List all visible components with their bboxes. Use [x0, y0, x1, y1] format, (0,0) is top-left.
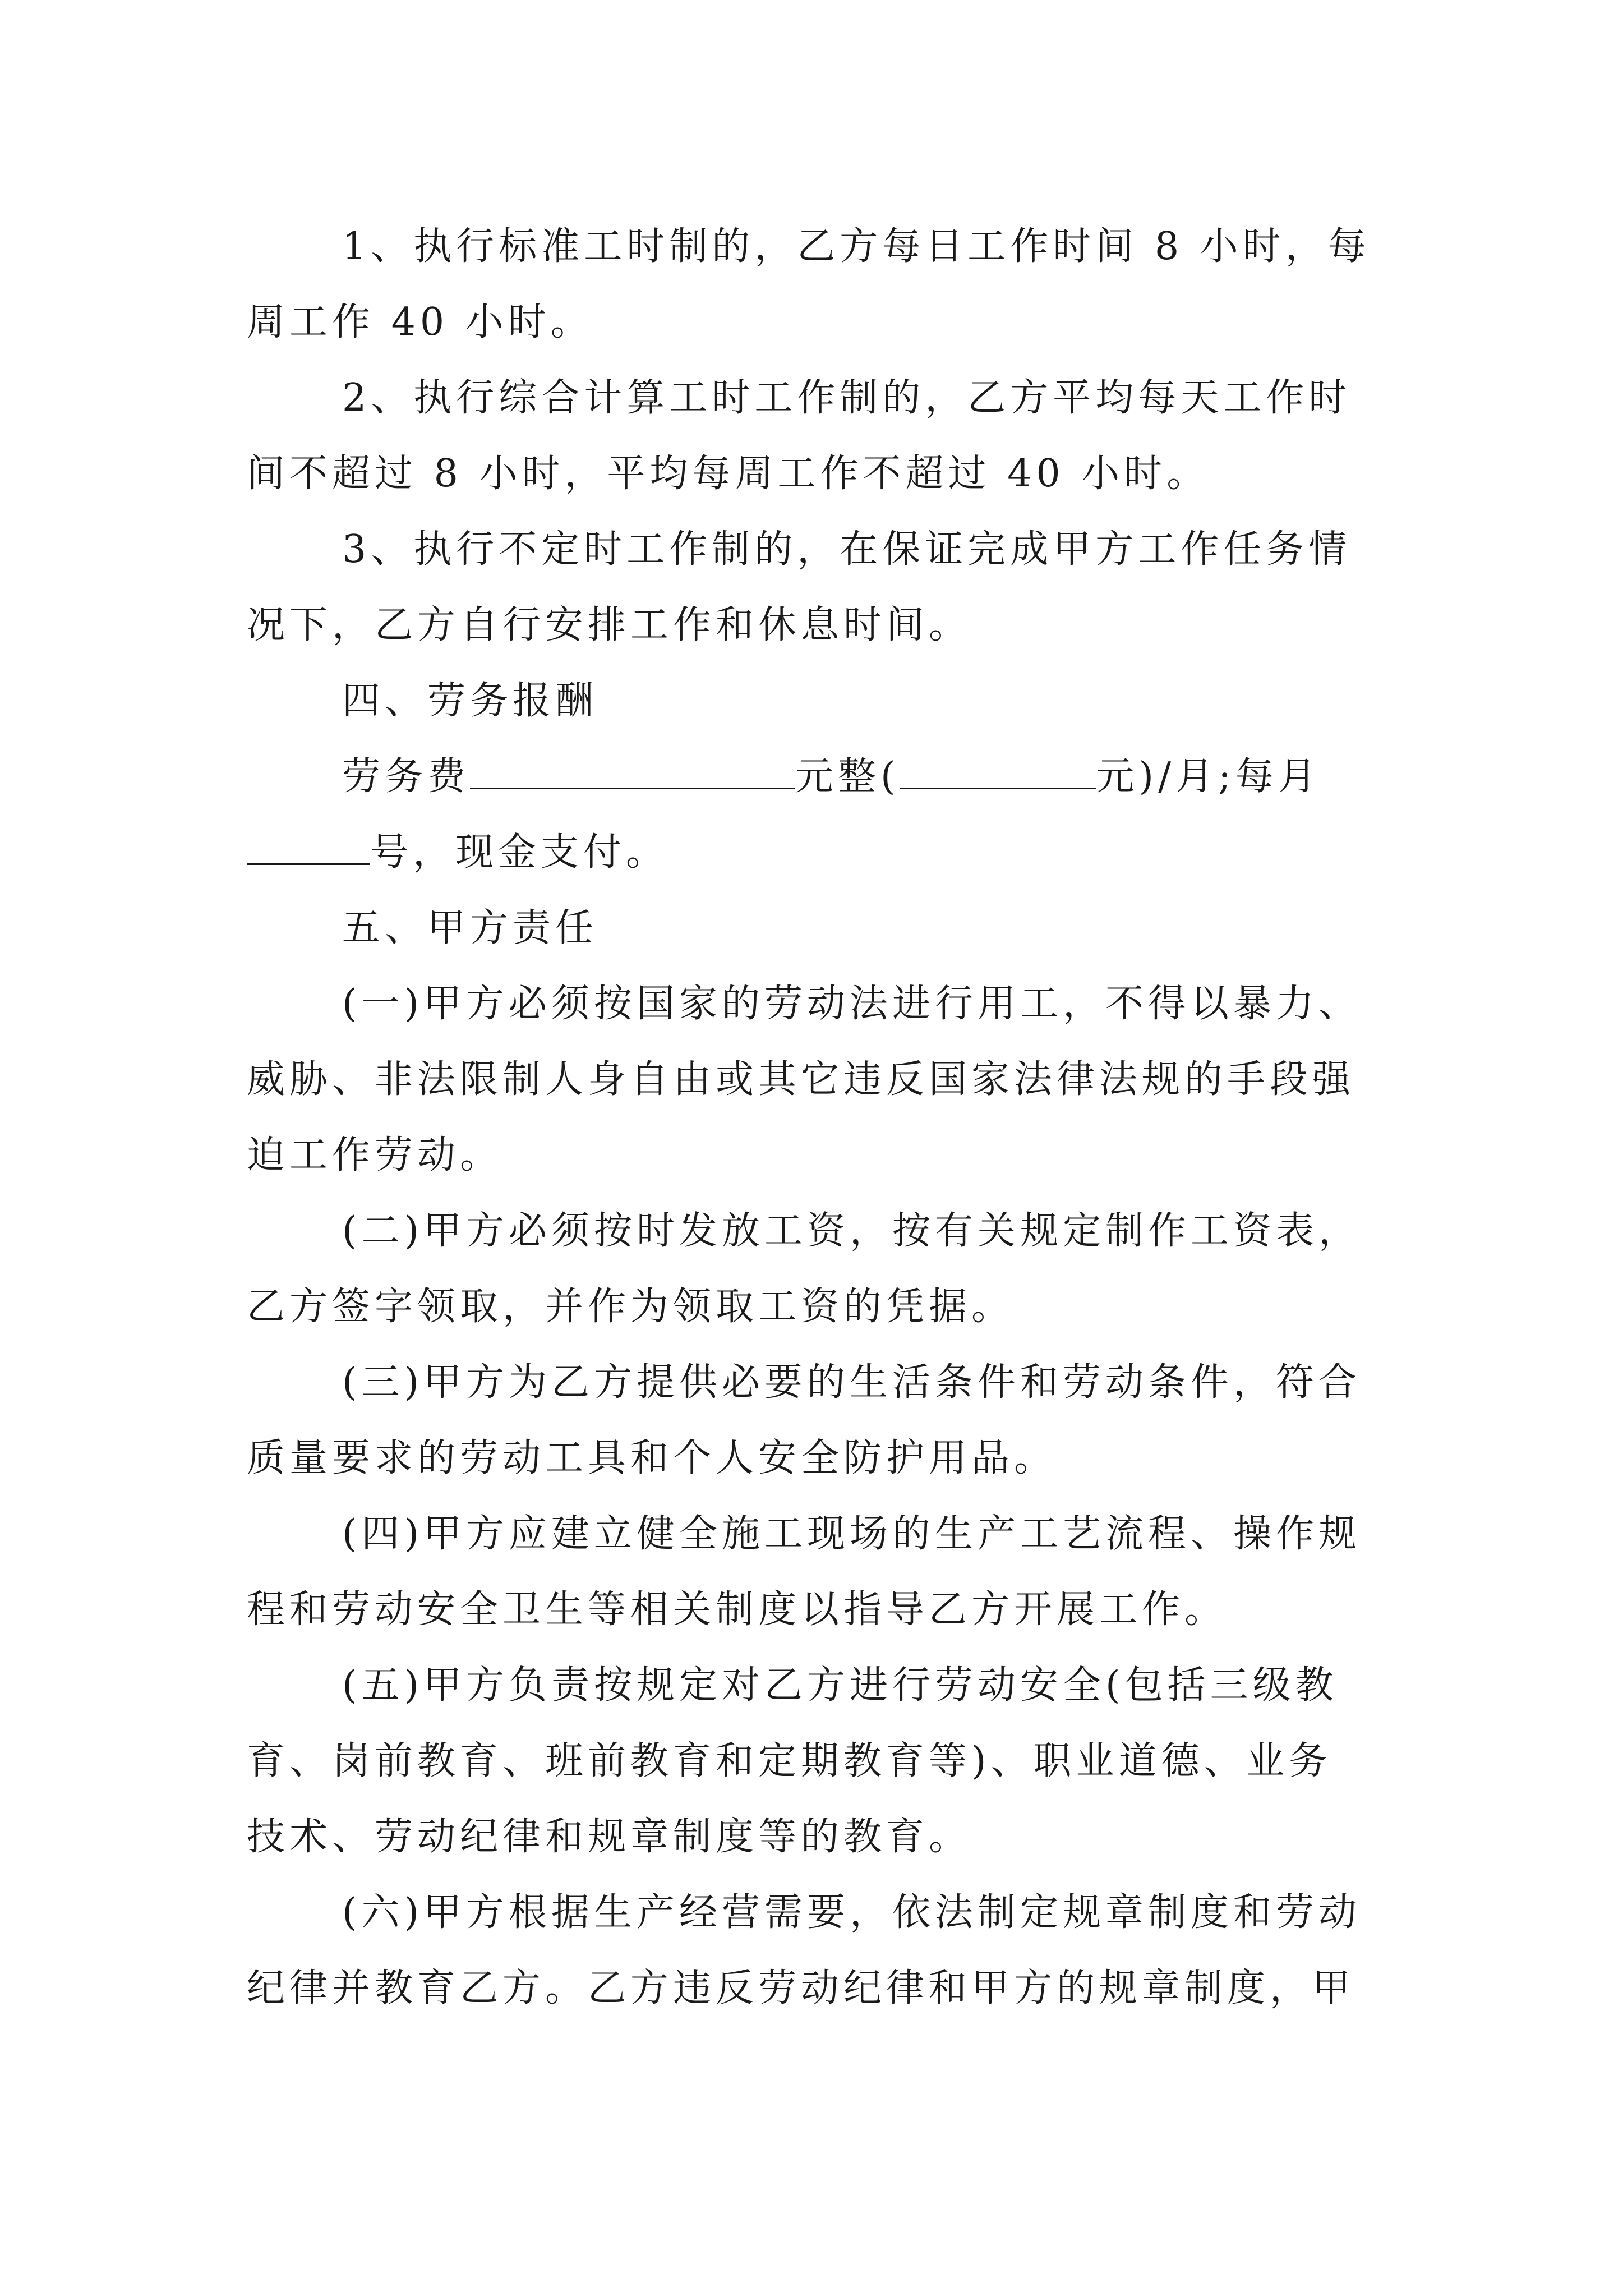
clause1-line2: 威胁、非法限制人身自由或其它违反国家法律法规的手段强 — [247, 1057, 1355, 1102]
clause5-line3: 技术、劳动纪律和规章制度等的教育。 — [247, 1815, 972, 1859]
section3-item1-line1: 1、执行标准工时制的，乙方每日工作时间 8 小时，每 — [342, 224, 1371, 269]
clause4-line2: 程和劳动安全卫生等相关制度以指导乙方开展工作。 — [247, 1588, 1228, 1632]
fee-unit-close: 元)/月;每月 — [1096, 754, 1321, 799]
section3-item2-line1: 2、执行综合计算工时工作制的，乙方平均每天工作时 — [342, 376, 1352, 420]
clause1-line1: (一)甲方必须按国家的劳动法进行用工，不得以暴力、 — [342, 982, 1362, 1026]
fee-unit-open: 元整( — [795, 754, 900, 799]
fee-line — [342, 752, 1321, 802]
clause5-line2: 育、岗前教育、班前教育和定期教育等)、职业道德、业务 — [247, 1739, 1332, 1783]
pay-day-blank[interactable] — [247, 829, 370, 865]
fee-number-blank[interactable] — [900, 753, 1096, 789]
clause1-line3: 迫工作劳动。 — [247, 1133, 503, 1177]
fee-label: 劳务费 — [342, 754, 471, 799]
section5-heading: 五、甲方责任 — [342, 906, 598, 950]
section3-item1-line2: 周工作 40 小时。 — [247, 300, 593, 344]
section3-item3-line1: 3、执行不定时工作制的，在保证完成甲方工作任务情 — [342, 527, 1352, 572]
pay-day-suffix: 号，现金支付。 — [370, 830, 669, 875]
clause5-line1: (五)甲方负责按规定对乙方进行劳动安全(包括三级教 — [342, 1663, 1338, 1708]
pay-day-line — [247, 827, 668, 878]
fee-amount-blank[interactable] — [470, 753, 795, 789]
clause2-line2: 乙方签字领取，并作为领取工资的凭据。 — [247, 1285, 1015, 1329]
clause6-line1: (六)甲方根据生产经营需要，依法制定规章制度和劳动 — [342, 1890, 1362, 1935]
clause6-line2: 纪律并教育乙方。乙方违反劳动纪律和甲方的规章制度，甲 — [247, 1966, 1355, 2010]
clause3-line2: 质量要求的劳动工具和个人安全防护用品。 — [247, 1436, 1057, 1480]
clause2-line1: (二)甲方必须按时发放工资，按有关规定制作工资表， — [342, 1209, 1362, 1253]
clause3-line1: (三)甲方为乙方提供必要的生活条件和劳动条件，符合 — [342, 1360, 1362, 1405]
section3-item3-line2: 况下，乙方自行安排工作和休息时间。 — [247, 603, 972, 647]
clause4-line1: (四)甲方应建立健全施工现场的生产工艺流程、操作规 — [342, 1512, 1362, 1556]
section3-item2-line2: 间不超过 8 小时，平均每周工作不超过 40 小时。 — [247, 452, 1210, 496]
section4-heading: 四、劳务报酬 — [342, 679, 598, 723]
